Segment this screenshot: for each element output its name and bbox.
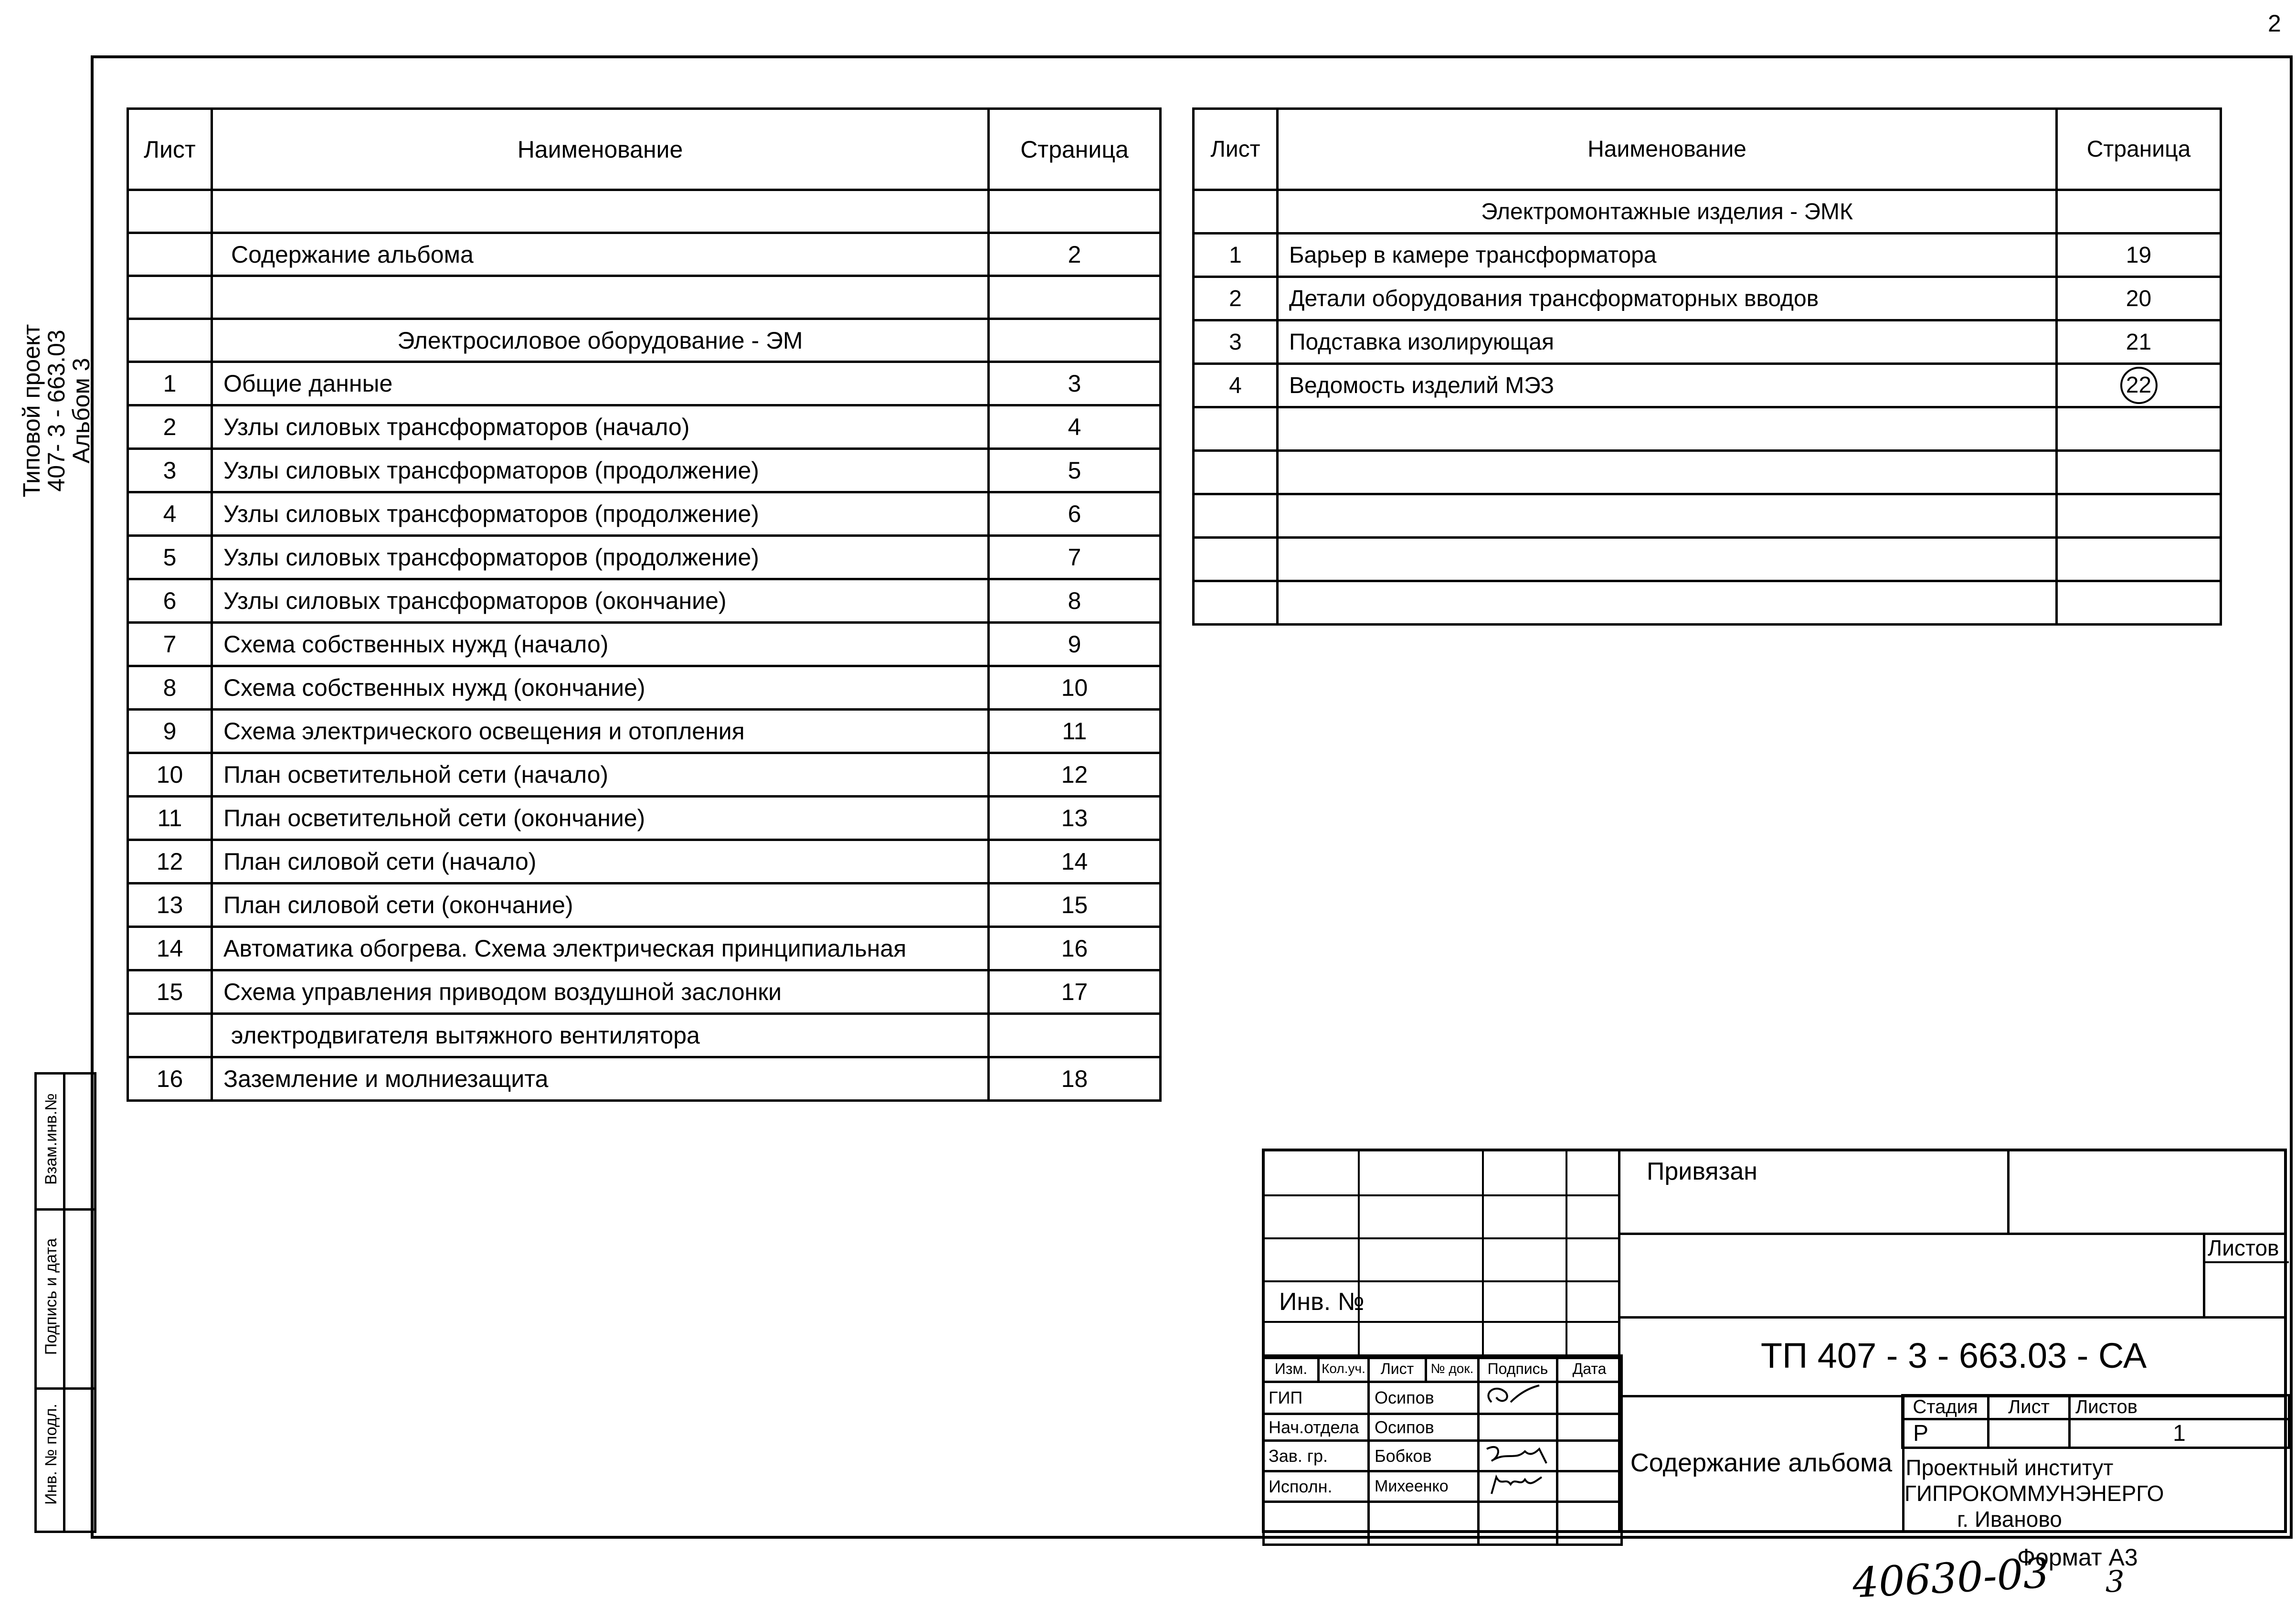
person-name: Бобков [1369,1441,1479,1471]
org-line-2: ГИПРОКОММУНЭНЕРГО [1905,1481,2164,1506]
stamp-signature-date: Подпись и дата [42,1238,60,1355]
cell-sheet: 13 [128,884,212,927]
cell-name: Узлы силовых трансформаторов (продолжение) [212,536,989,579]
table-row [128,623,1161,666]
cell-page: 13 [989,797,1161,840]
cell-name: Подставка изолирующая [1278,320,2057,364]
table-row [1194,407,2221,451]
cell-name: Узлы силовых трансформаторов (начало) [212,405,989,449]
cell-name: Узлы силовых трансформаторов (продолжение) [212,492,989,536]
table-row [128,753,1161,797]
cell-sheet: 8 [128,666,212,710]
cell-sheet: 12 [128,840,212,884]
table-row [128,492,1161,536]
side-label-line-2: 407- 3 - 663.03 [43,330,70,492]
cell-sheet: 1 [128,362,212,405]
cell-name: Узлы силовых трансформаторов (окончание) [212,579,989,623]
side-label [19,267,95,554]
cell-sheet: 2 [1194,277,1278,320]
table-row [1194,364,2221,407]
cell-sheet: 9 [128,710,212,753]
signature-table [1262,1354,1623,1383]
cell-page: 16 [989,927,1161,970]
table-row [128,884,1161,927]
cell-sheet [128,276,212,319]
section-title: Электромонтажные изделия - ЭМК [1278,190,2057,234]
cell-page: 14 [989,840,1161,884]
cell-page [989,190,1161,233]
col-name-header: Наименование [212,109,989,190]
cell-sheet: 7 [128,623,212,666]
person-row [1264,1441,1622,1471]
cell-sheet: 5 [128,536,212,579]
table-row [1194,494,2221,538]
side-stamp [34,1072,96,1533]
hdr-kol: Кол.уч. [1319,1356,1369,1382]
cell-page: 5 [989,449,1161,492]
stage-table [1901,1394,2290,1449]
inv-no-label: Инв. № [1279,1288,1365,1316]
cell-sheet [128,319,212,362]
document-code: ТП 407 - 3 - 663.03 - СА [1760,1336,2147,1375]
cell-page: 15 [989,884,1161,927]
cell-sheet [1194,190,1278,234]
cell-page: 4 [989,405,1161,449]
cell-page: 21 [2057,320,2221,364]
cell-sheet: 3 [1194,320,1278,364]
table-row [128,449,1161,492]
cell-name: Ведомость изделий МЭЗ [1278,364,2057,407]
cell-sheet: 4 [1194,364,1278,407]
cell-sheet: 4 [128,492,212,536]
hdr-data: Дата [1557,1356,1622,1382]
cell-page [989,1014,1161,1057]
table-row [1194,320,2221,364]
cell-name: План силовой сети (начало) [212,840,989,884]
people-table [1262,1381,1623,1546]
col-sheet-header: Лист [128,109,212,190]
person-name: Осипов [1369,1382,1479,1414]
table-row [128,362,1161,405]
table-row [1194,581,2221,625]
cell-name [212,190,989,233]
organization [1905,1455,2164,1532]
cell-page [2057,190,2221,234]
cell-name: Автоматика обогрева. Схема электрическая принципиальная [212,927,989,970]
table-row [128,536,1161,579]
table-header [1194,109,2221,190]
cell-page [989,319,1161,362]
signature-mikheenko [1479,1471,1557,1502]
person-role: Исполн. [1264,1471,1369,1502]
cell-sheet: 16 [128,1057,212,1101]
cell-sheet: 10 [128,753,212,797]
stage-value: Р [1903,1419,1989,1448]
table-row [128,579,1161,623]
cell-name: Барьер в камере трансформатора [1278,234,2057,277]
handwritten-code: 40630-03 [1851,1549,2051,1607]
person-row [1264,1471,1622,1502]
page-number: 2 [2268,10,2281,37]
cell-page: 11 [989,710,1161,753]
cell-sheet: 15 [128,970,212,1014]
table-row [128,666,1161,710]
sheets-value: 1 [2070,1419,2289,1448]
table-row [128,1057,1161,1101]
cell-sheet [128,190,212,233]
signature-osipov-2 [1479,1414,1557,1441]
table-row [128,405,1161,449]
cell-sheet: 3 [128,449,212,492]
left-contents-table [127,107,1162,1102]
col-name-header: Наименование [1278,109,2057,190]
cell-page [989,276,1161,319]
hdr-ndok: № док. [1426,1356,1479,1382]
signature-bobkov [1479,1441,1557,1471]
title-block [1262,1149,2287,1533]
table-row [1194,538,2221,581]
cell-name: План осветительной сети (начало) [212,753,989,797]
sheet-header: Лист [1989,1395,2070,1419]
table-row [1194,451,2221,494]
table-row [128,233,1161,276]
section-row [1194,190,2221,234]
cell-name: Детали оборудования трансформаторных вводов [1278,277,2057,320]
sheet-value [1989,1419,2070,1448]
col-page-header: Страница [989,109,1161,190]
table-row [128,797,1161,840]
cell-name: электродвигателя вытяжного вентилятора [212,1014,989,1057]
revision-grid [1265,1151,1625,1531]
table-row [1194,234,2221,277]
handwritten-sheet: 3 [2106,1564,2125,1599]
cell-sheet: 6 [128,579,212,623]
cell-page [2057,364,2221,407]
cell-name: Схема собственных нужд (окончание) [212,666,989,710]
org-line-1: Проектный институт [1905,1455,2114,1480]
document-title: Содержание альбома [1630,1448,1893,1477]
col-sheet-header: Лист [1194,109,1278,190]
cell-name: Содержание альбома [212,233,989,276]
cell-name: Схема электрического освещения и отопления [212,710,989,753]
cell-page: 8 [989,579,1161,623]
person-row-empty [1264,1502,1622,1545]
person-row [1264,1414,1622,1441]
table-row [1194,277,2221,320]
col-page-header: Страница [2057,109,2221,190]
table-row [128,840,1161,884]
cell-page: 9 [989,623,1161,666]
cell-page: 6 [989,492,1161,536]
stage-header: Стадия [1903,1395,1989,1419]
cell-name: План осветительной сети (окончание) [212,797,989,840]
person-role: ГИП [1264,1382,1369,1414]
table-header [128,109,1161,190]
cell-sheet [128,233,212,276]
cell-sheet [128,1014,212,1057]
linked-label: Привязан [1647,1158,1758,1185]
table-row [128,276,1161,319]
section-title: Электросиловое оборудование - ЭМ [212,319,989,362]
hdr-izm: Изм. [1264,1356,1319,1382]
cell-page: 3 [989,362,1161,405]
signature-header-row [1264,1356,1622,1382]
cell-name: Заземление и молниезащита [212,1057,989,1101]
cell-page: 12 [989,753,1161,797]
table-row [128,1014,1161,1057]
cell-sheet: 1 [1194,234,1278,277]
side-label-line-3: Альбом 3 [68,358,95,464]
cell-name: Узлы силовых трансформаторов (продолжение) [212,449,989,492]
stage-header-row [1903,1395,2289,1419]
table-row [128,927,1161,970]
hdr-podpis: Подпись [1479,1356,1557,1382]
table-row [128,190,1161,233]
hdr-list: Лист [1369,1356,1426,1382]
cell-page: 20 [2057,277,2221,320]
cell-page: 2 [989,233,1161,276]
section-row [128,319,1161,362]
circled-page-number: 22 [2120,367,2158,404]
cell-page: 18 [989,1057,1161,1101]
side-label-line-1: Типовой проект [18,324,45,498]
cell-sheet: 11 [128,797,212,840]
person-name: Осипов [1369,1414,1479,1441]
person-row [1264,1382,1622,1414]
org-line-3: г. Иваново [1957,1507,2062,1532]
cell-name: Общие данные [212,362,989,405]
stamp-replaced-inv: Взам.инв.№ [42,1093,60,1185]
cell-sheet: 2 [128,405,212,449]
person-name: Михеенко [1369,1471,1479,1502]
cell-page: 19 [2057,234,2221,277]
person-role: Зав. гр. [1264,1441,1369,1471]
right-contents-table [1192,107,2222,626]
cell-name: Схема управления приводом воздушной заслонки [212,970,989,1014]
sheets-label: Листов [2208,1235,2279,1260]
table-row [128,970,1161,1014]
stage-value-row [1903,1419,2289,1448]
cell-page: 17 [989,970,1161,1014]
cell-name: Схема собственных нужд (начало) [212,623,989,666]
person-role: Нач.отдела [1264,1414,1369,1441]
signature-osipov-1 [1479,1382,1557,1414]
cell-name: План силовой сети (окончание) [212,884,989,927]
cell-page: 7 [989,536,1161,579]
cell-sheet: 14 [128,927,212,970]
sheets-header: Листов [2070,1395,2289,1419]
cell-name [212,276,989,319]
cell-page: 10 [989,666,1161,710]
table-row [128,710,1161,753]
format-label: Формат А3 [2017,1544,2138,1571]
stamp-inv-orig: Инв. № подл. [42,1404,60,1505]
